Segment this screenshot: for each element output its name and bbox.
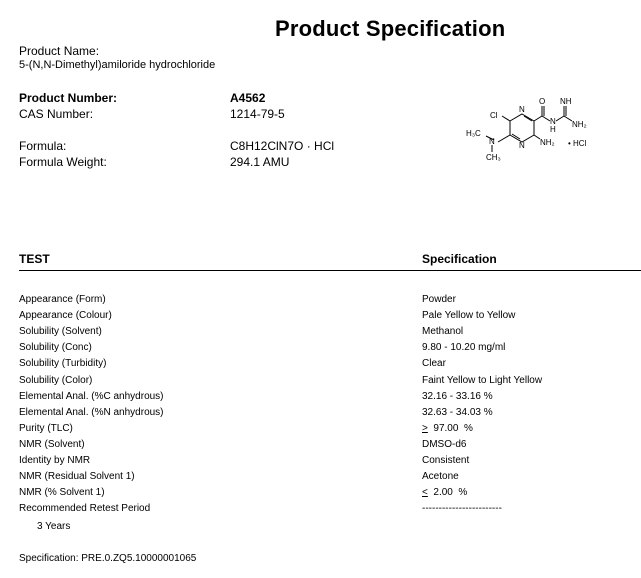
test-name: Solubility (Turbidity): [19, 358, 107, 369]
formula-label: Formula:: [19, 139, 67, 153]
spec-value: [422, 423, 473, 434]
cas-number-value: 1214-79-5: [230, 107, 285, 121]
test-name: Solubility (Color): [19, 375, 93, 386]
chemical-structure-image: [462, 94, 622, 184]
test-name: Purity (TLC): [19, 423, 73, 434]
atom-label-n-dimethyl: N: [489, 137, 495, 146]
atom-label-nh: NH: [560, 97, 572, 106]
spec-value: ------------------------: [422, 503, 502, 514]
product-name-value: 5-(N,N-Dimethyl)amiloride hydrochloride: [19, 59, 216, 71]
atom-label-ch3: CH₃: [486, 153, 501, 162]
footer-spec-label: Specification:: [19, 553, 79, 564]
product-number-value: A4562: [230, 91, 266, 105]
formula-weight-label: Formula Weight:: [19, 155, 107, 169]
atom-label-n-ring1: N: [519, 105, 525, 114]
test-name: Elemental Anal. (%N anhydrous): [19, 407, 164, 418]
product-number-label: Product Number:: [19, 91, 118, 105]
atom-label-hcl: • HCl: [568, 139, 587, 148]
spec-value: Consistent: [422, 455, 470, 466]
spec-value: Methanol: [422, 326, 464, 337]
spec-value: Clear: [422, 358, 446, 369]
cas-number-label: CAS Number:: [19, 107, 94, 121]
spec-value: 9.80 - 10.20 mg/ml: [422, 342, 506, 353]
test-name: Elemental Anal. (%C anhydrous): [19, 391, 164, 402]
page-title: Product Specification: [275, 16, 506, 41]
product-name-label: Product Name:: [19, 44, 100, 58]
footer-specification: [19, 553, 196, 564]
test-name: Solubility (Solvent): [19, 326, 102, 337]
spec-value: Pale Yellow to Yellow: [422, 310, 516, 321]
atom-label-nh2-ring: NH₂: [540, 138, 555, 147]
test-name: NMR (% Solvent 1): [19, 487, 105, 498]
atom-label-h-amide: H: [550, 125, 556, 134]
test-name: NMR (Solvent): [19, 439, 85, 450]
atom-label-o: O: [539, 97, 546, 106]
spec-value: 32.16 - 33.16 %: [422, 391, 493, 402]
test-name: Appearance (Form): [19, 294, 106, 305]
spec-number: 97.00 %: [427, 423, 473, 434]
test-name: Appearance (Colour): [19, 310, 112, 321]
atom-label-n-ring2: N: [519, 141, 525, 150]
test-name: NMR (Residual Solvent 1): [19, 471, 135, 482]
spec-value: Powder: [422, 294, 456, 305]
test-column-header: TEST: [19, 252, 50, 266]
test-name: Solubility (Conc): [19, 342, 92, 353]
comparison-symbol: >: [422, 423, 428, 434]
test-name: Identity by NMR: [19, 455, 91, 466]
spec-value: DMSO-d6: [422, 439, 467, 450]
formula-value: C8H12ClN7O · HCl: [230, 139, 335, 153]
atom-label-n-amide: N: [550, 117, 556, 126]
spec-value: Acetone: [422, 471, 459, 482]
formula-weight-value: 294.1 AMU: [230, 155, 290, 169]
comparison-symbol: <: [422, 487, 428, 498]
retest-period-value: 3 Years: [37, 521, 71, 532]
spec-number: 2.00 %: [427, 487, 468, 498]
atom-label-nh2-top: NH₂: [572, 120, 587, 129]
atom-label-cl: Cl: [490, 111, 498, 120]
header-divider: [19, 270, 641, 271]
test-name: Recommended Retest Period: [19, 503, 151, 514]
footer-spec-value: PRE.0.ZQ5.10000001065: [81, 553, 197, 564]
atom-label-h3c: H₃C: [466, 129, 481, 138]
spec-value: 32.63 - 34.03 %: [422, 407, 493, 418]
spec-value: Faint Yellow to Light Yellow: [422, 375, 543, 386]
spec-value: [422, 487, 467, 498]
specification-column-header: Specification: [422, 252, 497, 266]
